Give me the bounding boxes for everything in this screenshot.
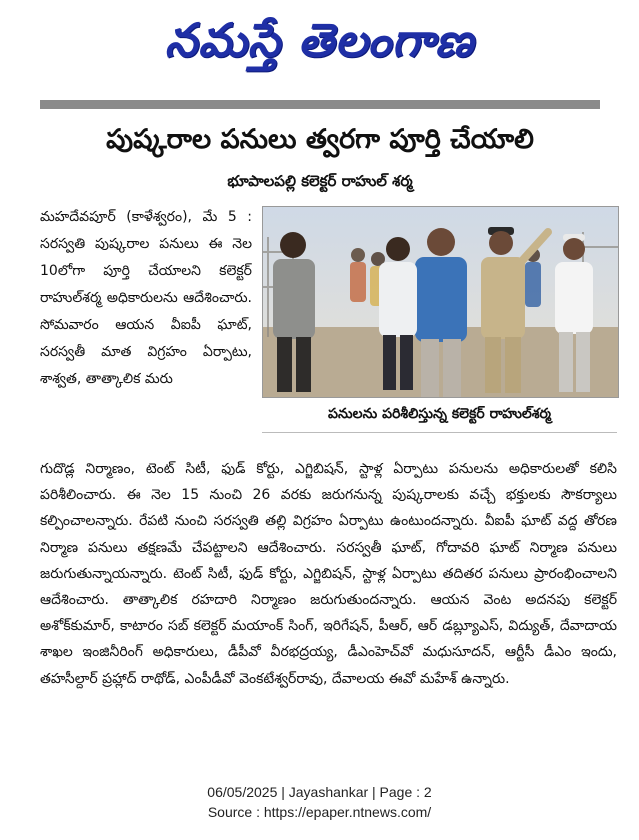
lead-paragraph: మహదేవపూర్ (కాళేశ్వరం), మే 5 : సరస్వతి పుష్కరాల పనులు ఈ నెల 10లోగా పూర్తి చేయాలని కలెక్టర్ రాహుల్‌శర్మ అధికారులను ఆదేశించారు. సోమవారం ఆయన వీఐపీ ఘాట్, సరస్వతీ మాత విగ్రహం ఏర్పాటు, శాశ్వత, తాత్కాలిక మరు [40, 209, 252, 387]
photo-caption: పనులను పరిశీలిస్తున్న కలెక్టర్ రాహుల్‌శర్మ [262, 398, 617, 433]
masthead-divider [40, 100, 600, 109]
article-photo [262, 206, 619, 398]
article-lead-column [40, 204, 252, 393]
footer-source-link[interactable]: Source : https://epaper.ntnews.com/ [207, 804, 432, 820]
article-body [40, 456, 617, 692]
page-footer [0, 782, 639, 822]
article-headline: పుష్కరాల పనులు త్వరగా పూర్తి చేయాలి [106, 124, 534, 155]
body-paragraph: గుదొడ్ల నిర్మాణం, టెంట్ సిటీ, ఫుడ్ కోర్టు, ఎగ్జిబిషన్, స్టాళ్ల ఏర్పాటు పనులను అధికారులతో కలిసి పరిశీలించారు. ఈ నెల 15 నుంచి 26 వరకు జరుగనున్న పుష్కరాలకు వచ్చే భక్తులకు సౌకర్యాలు కల్పించాలన్నారు. రేపటి నుంచి సరస్వతి తల్లి విగ్రహం ఏర్పాటు ఉంటుందన్నారు. వీఐపీ ఘాట్ వద్ద తోరణ నిర్మాణ పనులు తక్షణమే చేపట్టాలని ఆదేశించారు. సరస్వతీ ఘాట్, గోదావరి ఘాట్ నిర్మాణ పనులు జరుగుతున్నాయన్నారు. టెంట్ సిటీ, ఫుడ్ కోర్టు, ఎగ్జిబిషన్, స్టాళ్ల ఏర్పాటు తదితర పనులు ప్రారంభించాలని ఆదేశించారు. తాత్కాలిక రహదారి నిర్మాణం జరుగుతుందన్నారు. ఆయన వెంట అదనపు కలెక్టర్ అశోక్‌కుమార్, కాటారం సబ్ కలెక్టర్ మయాంక్ సింగ్, ఇరిగేషన్, పీఆర్, ఆర్ డబ్ల్యూఎస్, విద్యుత్, దేవాదాయ శాఖల ఇంజినీరింగ్ అధికారులు, డీపీవో వీరభద్రయ్య, డీఎంహెచ్‌వో మధుసూదన్, ఆర్టీసీ డీఎం ఇందు, తహసీల్దార్ ప్రహ్లాద్ రాథోడ్, ఎంపీడీవో వెంకటేశ్వర్‌రావు, దేవాలయ ఈవో మహేశ్ ఉన్నారు. [40, 461, 617, 687]
article-subheadline: భూపాలపల్లి కలెక్టర్ రాహుల్ శర్మ [227, 172, 413, 190]
footer-date-line: 06/05/2025 | Jayashankar | Page : 2 [207, 784, 432, 800]
masthead [0, 0, 639, 92]
photo-scene [263, 207, 618, 397]
newspaper-logo: నమస్తే తెలంగాణ [164, 13, 475, 67]
